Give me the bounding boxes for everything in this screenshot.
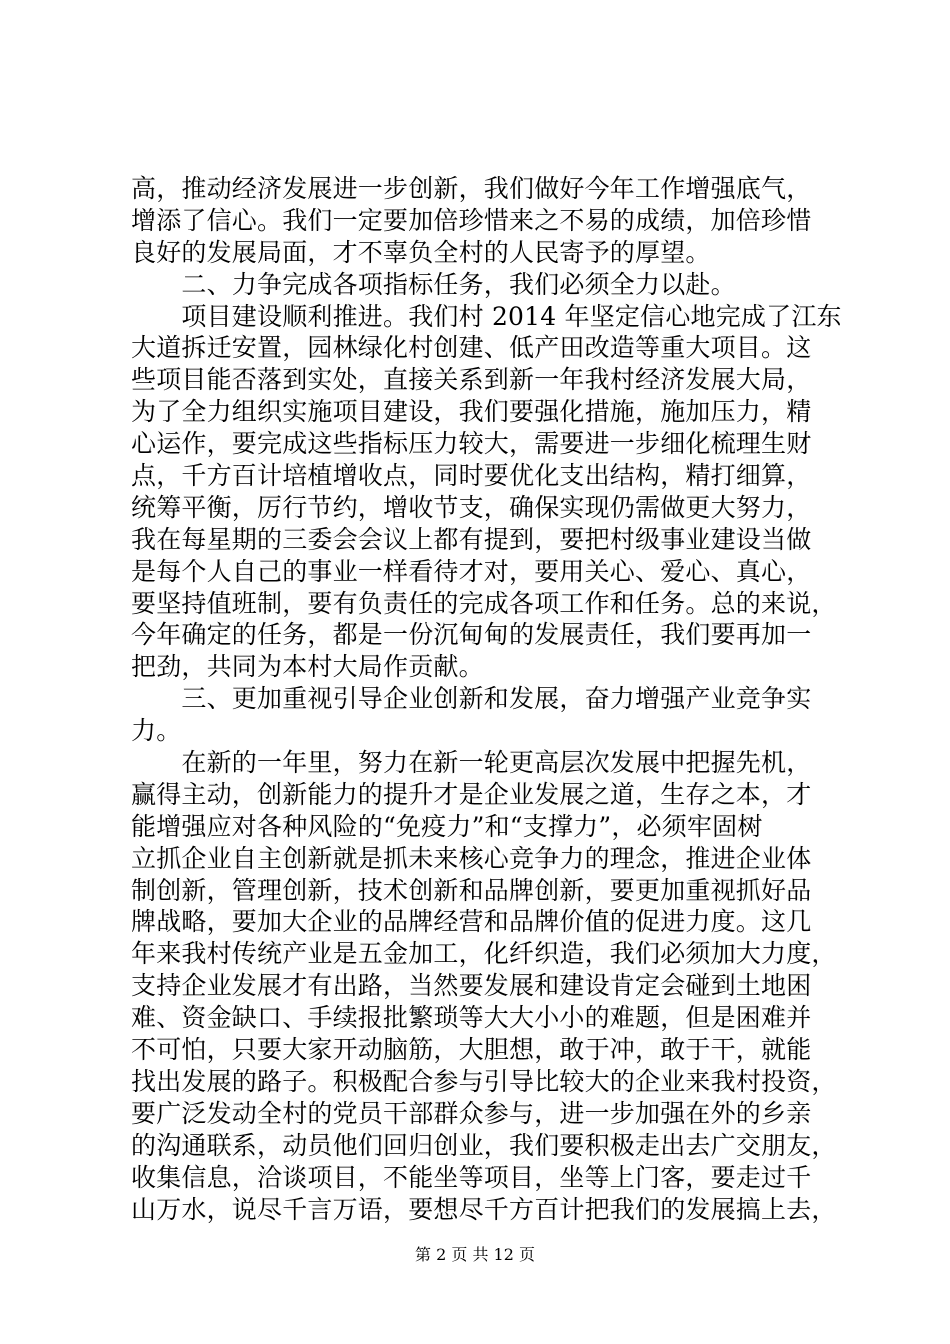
text-line: 统筹平衡，厉行节约，增收节支，确保实现仍需做更大努力， bbox=[131, 492, 812, 522]
text-line: 收集信息，洽谈项目，不能坐等项目，坐等上门客，要走过千 bbox=[131, 1162, 812, 1192]
text-line: 项目建设顺利推进。我们村 2014 年坚定信心地完成了江东 bbox=[131, 301, 842, 331]
text-line: 我在每星期的三委会会议上都有提到，要把村级事业建设当做 bbox=[131, 524, 812, 554]
text-line: 三、更加重视引导企业创新和发展，奋力增强产业竞争实 bbox=[131, 684, 812, 714]
text-line: 山万水，说尽千言万语，要想尽千方百计把我们的发展搞上去， bbox=[131, 1194, 837, 1224]
text-line: 要坚持值班制，要有负责任的完成各项工作和任务。总的来说， bbox=[131, 588, 837, 618]
text-line: 牌战略，要加大企业的品牌经营和品牌价值的促进力度。这几 bbox=[131, 907, 812, 937]
text-line: 为了全力组织实施项目建设，我们要强化措施，施加压力，精 bbox=[131, 397, 812, 427]
text-line: 能增强应对各种风险的“免疫力”和“支撑力”，必须牢固树 bbox=[131, 811, 763, 841]
text-line: 赢得主动，创新能力的提升才是企业发展之道，生存之本，才 bbox=[131, 779, 812, 809]
text-line: 在新的一年里，努力在新一轮更高层次发展中把握先机， bbox=[131, 748, 812, 778]
text-line: 是每个人自己的事业一样看待才对，要用关心、爱心、真心， bbox=[131, 556, 812, 586]
document-body bbox=[131, 173, 851, 1225]
text-line: 些项目能否落到实处，直接关系到新一年我村经济发展大局， bbox=[131, 365, 812, 395]
text-line: 点，千方百计培植增收点，同时要优化支出结构，精打细算， bbox=[131, 461, 812, 491]
text-line: 难、资金缺口、手续报批繁琐等大大小小的难题，但是困难并 bbox=[131, 1003, 812, 1033]
text-line: 不可怕，只要大家开动脑筋，大胆想，敢于冲，敢于干，就能 bbox=[131, 1035, 812, 1065]
text-line: 的沟通联系，动员他们回归创业，我们要积极走出去广交朋友， bbox=[131, 1130, 837, 1160]
text-line: 大道拆迁安置，园林绿化村创建、低产田改造等重大项目。这 bbox=[131, 333, 812, 363]
text-line: 增添了信心。我们一定要加倍珍惜来之不易的成绩，加倍珍惜 bbox=[131, 205, 812, 235]
text-line: 要广泛发动全村的党员干部群众参与，进一步加强在外的乡亲 bbox=[131, 1098, 812, 1128]
text-line: 力。 bbox=[131, 716, 182, 746]
text-line: 制创新，管理创新，技术创新和品牌创新，要更加重视抓好品 bbox=[131, 875, 812, 905]
text-line: 立抓企业自主创新就是抓未来核心竞争力的理念，推进企业体 bbox=[131, 843, 812, 873]
text-line: 今年确定的任务，都是一份沉甸甸的发展责任，我们要再加一 bbox=[131, 620, 812, 650]
text-line: 把劲，共同为本村大局作贡献。 bbox=[131, 652, 484, 682]
text-line: 支持企业发展才有出路，当然要发展和建设肯定会碰到土地困 bbox=[131, 971, 812, 1001]
text-line: 高，推动经济发展进一步创新，我们做好今年工作增强底气， bbox=[131, 174, 812, 203]
text-line: 年来我村传统产业是五金加工，化纤织造，我们必须加大力度， bbox=[131, 939, 837, 969]
text-line: 心运作，要完成这些指标压力较大，需要进一步细化梳理生财 bbox=[131, 429, 812, 459]
text-line: 找出发展的路子。积极配合参与引导比较大的企业来我村投资， bbox=[131, 1066, 837, 1096]
page-footer: 第 2 页 共 12 页 bbox=[415, 1245, 535, 1264]
text-line: 良好的发展局面，才不辜负全村的人民寄予的厚望。 bbox=[131, 237, 711, 267]
text-line: 二、力争完成各项指标任务，我们必须全力以赴。 bbox=[131, 269, 736, 299]
